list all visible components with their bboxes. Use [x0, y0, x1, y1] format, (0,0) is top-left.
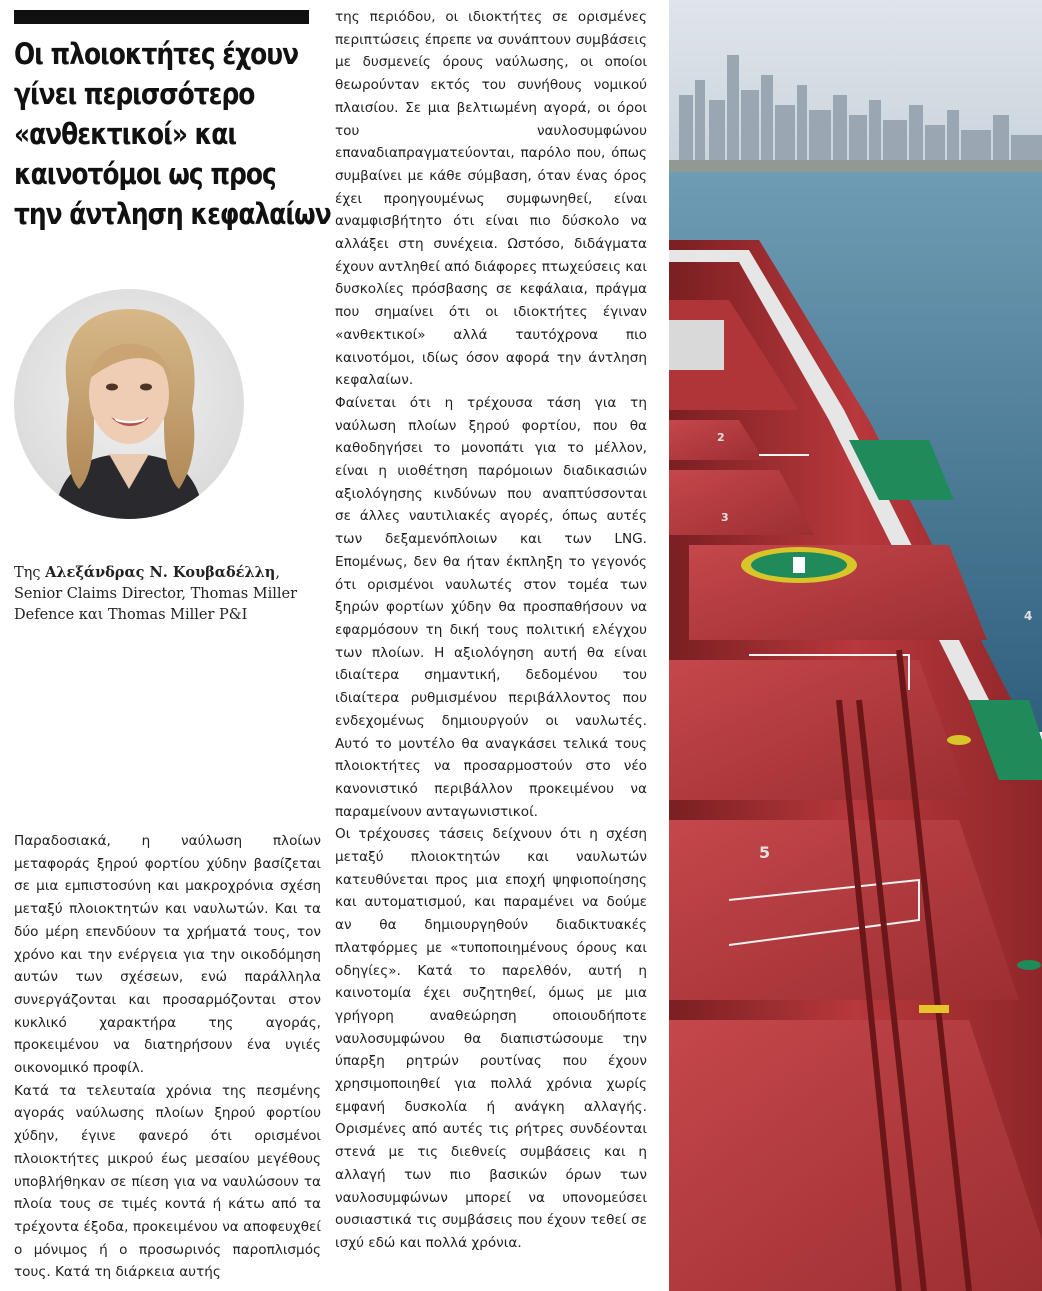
byline-author-line: Της Αλεξάνδρας Ν. Κουβαδέλλη,	[14, 564, 280, 581]
article-column-left	[14, 830, 321, 1284]
headline-rule	[14, 10, 309, 24]
hatch-number: 3	[721, 511, 729, 524]
paragraph: Οι τρέχουσες τάσεις δείχνουν ότι η σχέση μεταξύ πλοιοκτητών και ναυλωτών κατευθύνεται προς μια εποχή ψηφιοποίησης και αυτοματισμού, και παραμένει να δούμε αν θα δημιουργηθούν διαδικτυακές πλατφόρμες με «τυποποιημένους όρους και οδηγίες». Κατά το παρελθόν, αυτή η καινοτομία έχει συζητηθεί, όμως με μια γρήγορη αναθεώρηση οποιουδήποτε ναυλοσυμφώνου θα διαπιστώσουμε την ύπαρξη ρητρών ρουτίνας που έχουν χρησιμοποιηθεί για πολλά χρόνια χωρίς εμφανή δυσκολία ή ανάγκη αλλαγής. Ορισμένες από αυτές τις ρήτρες συνδέονται στενά με τις διεθνείς συμβάσεις και η αλλαγή των πιο βασικών όρων των ναυλοσυμφώνων μπορεί να υπονομεύσει ουσιαστικά τις συμβάσεις που έχουν τεθεί σε ισχύ εδώ και πολλά χρόνια.	[335, 826, 647, 1251]
author-portrait	[14, 289, 244, 519]
headline-line: Οι πλοιοκτήτες έχουν	[14, 37, 299, 71]
headline	[14, 34, 331, 234]
author-role: Defence και Thomas Miller P&I	[14, 607, 248, 623]
paragraph: Παραδοσιακά, η ναύλωση πλοίων μεταφοράς ξηρού φορτίου χύδην βασίζεται σε μια εμπιστοσύνη και μακροχρόνια σχέση μεταξύ πλοιοκτητών και ναυλωτών. Και τα δύο μέρη επενδύουν τα χρήματά τους, τον χρόνο και την ενέργεια για την οικοδόμηση αυτών των σχέσεων, ενώ παράλληλα συνεργάζονται και προσαρμόζονται στον κυκλικό χαρακτήρα της αγοράς, προκειμένου να διατηρήσουν ένα υγιές οικονομικό προφίλ.	[14, 833, 321, 1077]
headline-line: καινοτόμοι ως προς	[14, 157, 276, 191]
paragraph: Φαίνεται ότι η τρέχουσα τάση για τη ναύλωση πλοίων ξηρού φορτίου, που θα καθοδηγήσει το μονοπάτι για το μέλλον, είναι η υιοθέτηση παρόμοιων διαδικασιών αξιολόγησης κινδύνων που αναπτύσσονται σε άλλες ναυτιλιακές αγορές, όπως αυτές των δεξαμενόπλοιων και των LNG. Επομένως, δεν θα ήταν έκπληξη το γεγονός ότι ορισμένοι ναυλωτές στον τομέα των ξηρών φορτίων χύδην θα προσπαθήσουν να εφαρμόσουν τη δική τους πολιτική ελέγχου των πλοίων. Η αξιολόγηση αυτή θα είναι ιδιαίτερα σημαντική, δεδομένου του ιδιαίτερα ρυθμισμένου περιβάλλοντος που ενδεχομένως δημιουργούν οι ναυλωτές. Αυτό το μοντέλο θα αναγκάσει τελικά τους πλοιοκτήτες να προσαρμοστούν στο νέο κανονιστικό περιβάλλον προκειμένου να παραμείνουν ανταγωνιστικοί.	[335, 394, 647, 820]
paragraph: Κατά τα τελευταία χρόνια της πεσμένης αγοράς ναύλωσης πλοίων ξηρού φορτίου χύδην, έγινε φανερό ότι ορισμένοι πλοιοκτήτες μικρού έως μεσαίου μεγέθους υποβλήθηκαν σε πίεση για να ναυλώσουν τα πλοία τους σε τιμές κοντά ή κάτω από τα τρέχοντα έξοδα, προκειμένου να αποφευχθεί ο μόνιμος ή ο προσωρινός παροπλισμός τους. Κατά τη διάρκεια αυτής	[14, 1082, 321, 1281]
ship-deck-photo	[669, 0, 1042, 1291]
hatch-number: 4	[1024, 609, 1033, 623]
byline	[14, 562, 319, 626]
hatch-number: 2	[717, 431, 725, 444]
headline-line: την άντληση κεφαλαίων	[14, 197, 331, 231]
article-column-middle	[335, 6, 647, 1255]
headline-line: «ανθεκτικοί» και	[14, 117, 237, 151]
author-name: Αλεξάνδρας Ν. Κουβαδέλλη	[45, 564, 276, 581]
byline-prefix: Της	[14, 565, 41, 581]
headline-line: γίνει περισσότερο	[14, 77, 255, 111]
author-role: Senior Claims Director, Thomas Miller	[14, 586, 298, 602]
paragraph: της περιόδου, οι ιδιοκτήτες σε ορισμένες περιπτώσεις έπρεπε να συνάπτουν συμβάσεις με δυσμενείς όρους ναύλωσης, οι οποίοι θεωρούνταν εκτός του συνήθους νομικού πλαισίου. Σε μια βελτιωμένη αγορά, οι όροι του ναυλοσυμφώνου επαναδιαπραγματεύονται, παρόλο που, όπως συμβαίνει με κάθε σύμβαση, όταν ένας όρος έχει προηγουμένως συμφωνηθεί, είναι αναμφισβήτητο ότι είναι πιο δύσκολο να αλλάξει στη συνέχεια. Ωστόσο, διδάγματα έχουν αντληθεί από διάφορες πτωχεύσεις και δυσκολίες πρόσβασης σε κεφάλαια, πράγμα που σημαίνει ότι οι ιδιοκτήτες έγιναν «ανθεκτικοί» αλλά ταυτόχρονα πιο καινοτόμοι, ιδίως όσον αφορά την άντληση κεφαλαίων.	[335, 9, 647, 389]
hatch-number: 5	[759, 843, 771, 862]
